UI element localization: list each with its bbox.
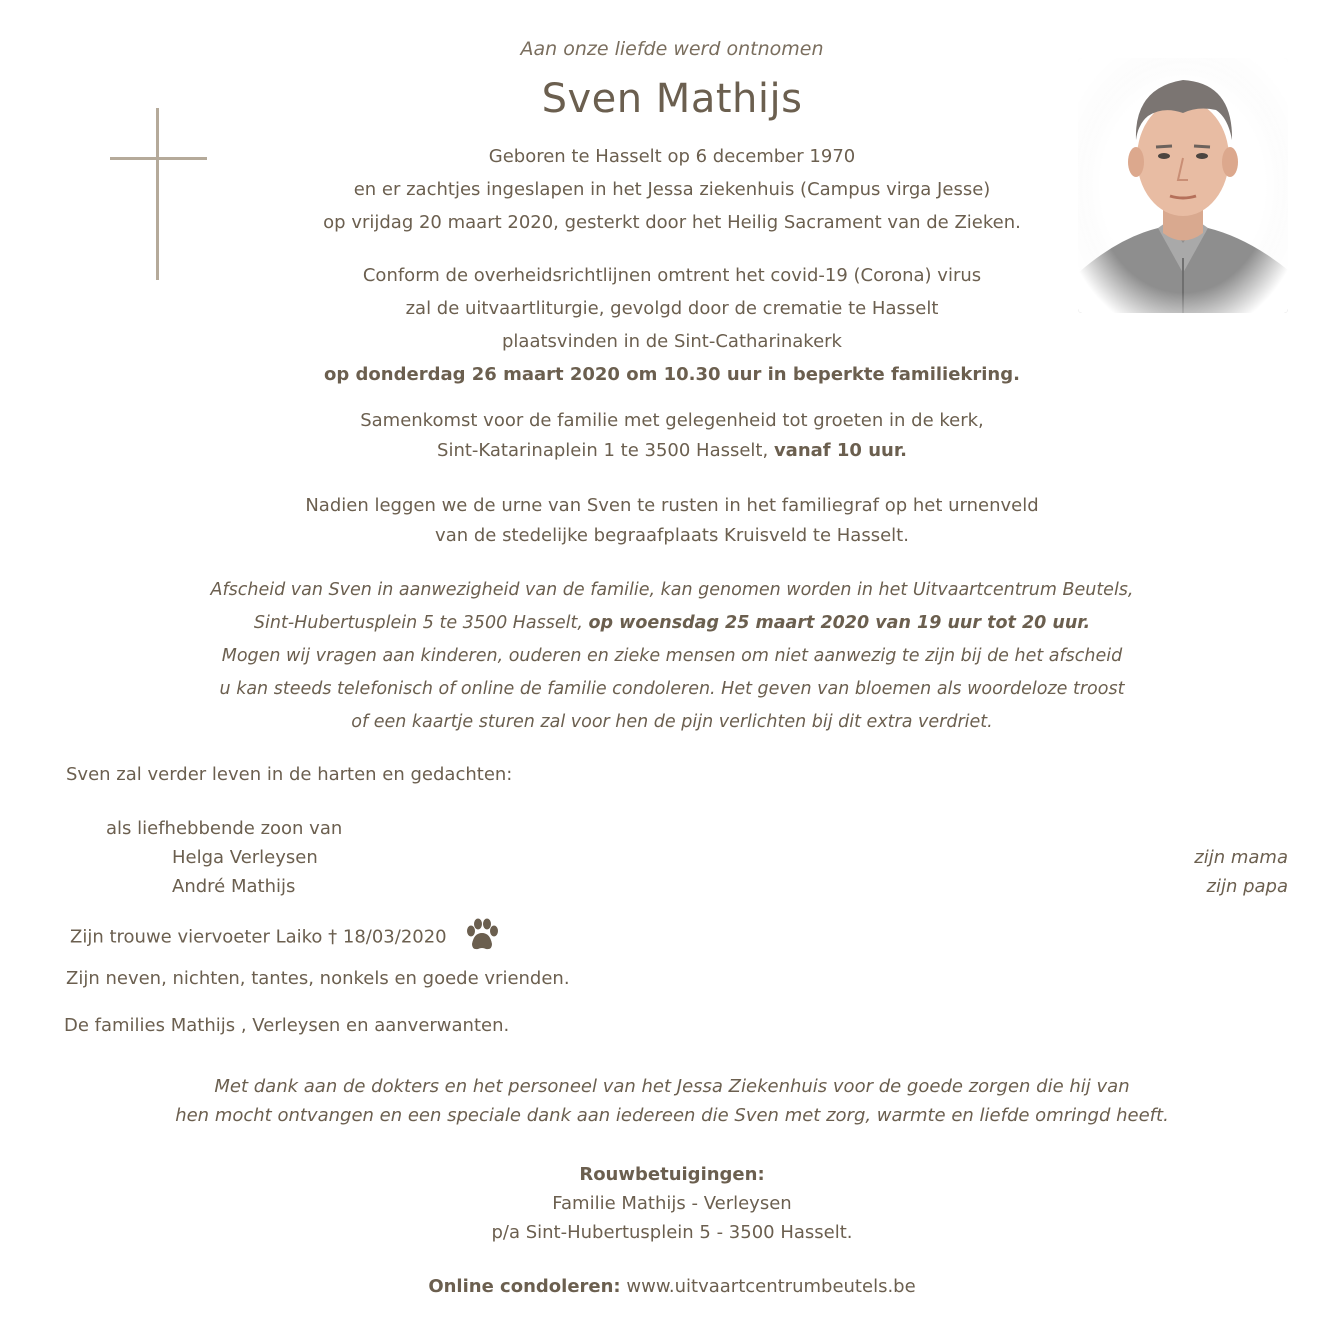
farewell-line-5: of een kaartje sturen zal voor hen de pijn verlichten bij dit extra verdriet.	[351, 712, 993, 732]
condolences-address: p/a Sint-Hubertusplein 5 - 3500 Hasselt.	[491, 1222, 853, 1243]
gathering-address: Sint-Katarinaplein 1 te 3500 Hasselt,	[437, 440, 769, 461]
condolences-block	[0, 1160, 1344, 1247]
online-label: Online condoleren:	[428, 1276, 621, 1297]
condolences-family: Familie Mathijs - Verleysen	[552, 1193, 792, 1214]
urn-line-2: van de stedelijke begraafplaats Kruisveld te Hasselt.	[435, 525, 909, 546]
gathering-line-1: Samenkomst voor de familie met gelegenheid tot groeten in de kerk,	[360, 410, 984, 431]
mother-name: Helga Verleysen	[172, 847, 318, 868]
thanks-line-2: hen mocht ontvangen en een speciale dank aan iedereen die Sven met zorg, warmte en liefde omringd heeft.	[175, 1105, 1169, 1126]
ceremony-block	[0, 259, 1344, 391]
condolences-title: Rouwbetuigingen:	[579, 1164, 765, 1185]
ceremony-date: op donderdag 26 maart 2020 om 10.30 uur in beperkte familiekring.	[324, 364, 1020, 385]
pet-line	[70, 918, 500, 957]
ceremony-line-3: plaatsvinden in de Sint-Catharinakerk	[502, 331, 842, 352]
urn-line-1: Nadien leggen we de urne van Sven te rusten in het familiegraf op het urnenveld	[305, 495, 1039, 516]
paw-icon	[464, 918, 500, 957]
father-name: André Mathijs	[172, 876, 296, 897]
thanks-block	[0, 1072, 1344, 1130]
family-intro: Sven zal verder leven in de harten en gedachten:	[66, 764, 513, 785]
mother-relation: zijn mama	[1194, 847, 1288, 868]
online-condolences	[0, 1276, 1344, 1297]
farewell-line-2	[0, 607, 1344, 640]
thanks-line-1: Met dank aan de dokters en het personeel van het Jessa Ziekenhuis voor de goede zorgen die hij van	[214, 1076, 1130, 1097]
farewell-address: Sint-Hubertusplein 5 te 3500 Hasselt,	[253, 613, 583, 633]
farewell-line-1: Afscheid van Sven in aanwezigheid van de familie, kan genomen worden in het Uitvaartcentrum Beutels,	[210, 580, 1134, 600]
farewell-block	[0, 574, 1344, 739]
gathering-time: vanaf 10 uur.	[773, 440, 907, 461]
ceremony-line-1: Conform de overheidsrichtlijnen omtrent het covid-19 (Corona) virus	[362, 265, 982, 286]
pet-text: Zijn trouwe viervoeter Laiko † 18/03/2020	[70, 926, 447, 948]
online-url-link[interactable]: www.uitvaartcentrumbeutels.be	[626, 1276, 916, 1297]
birth-death-block	[0, 140, 1344, 239]
son-of-line: als liefhebbende zoon van	[106, 818, 343, 839]
death-line: en er zachtjes ingeslapen in het Jessa ziekenhuis (Campus virga Jesse)	[353, 179, 991, 200]
gathering-block	[0, 406, 1344, 466]
farewell-line-3: Mogen wij vragen aan kinderen, ouderen en zieke mensen om niet aanwezig te zijn bij de het afscheid	[221, 646, 1123, 666]
gathering-line-2	[0, 436, 1344, 466]
intro-line: Aan onze liefde werd ontnomen	[520, 38, 824, 60]
farewell-line-4: u kan steeds telefonisch of online de familie condoleren. Het geven van bloemen als woordeloze troost	[219, 679, 1125, 699]
sacrament-line: op vrijdag 20 maart 2020, gesterkt door het Heilig Sacrament van de Zieken.	[323, 212, 1021, 233]
others-line: Zijn neven, nichten, tantes, nonkels en goede vrienden.	[66, 968, 570, 989]
birth-line: Geboren te Hasselt op 6 december 1970	[488, 146, 856, 167]
ceremony-line-2: zal de uitvaartliturgie, gevolgd door de crematie te Hasselt	[405, 298, 939, 319]
deceased-name: Sven Mathijs	[541, 76, 803, 122]
farewell-time: op woensdag 25 maart 2020 van 19 uur tot 20 uur.	[588, 613, 1091, 633]
families-line: De families Mathijs , Verleysen en aanverwanten.	[64, 1015, 510, 1036]
urn-block	[0, 491, 1344, 551]
father-relation: zijn papa	[1206, 876, 1288, 897]
